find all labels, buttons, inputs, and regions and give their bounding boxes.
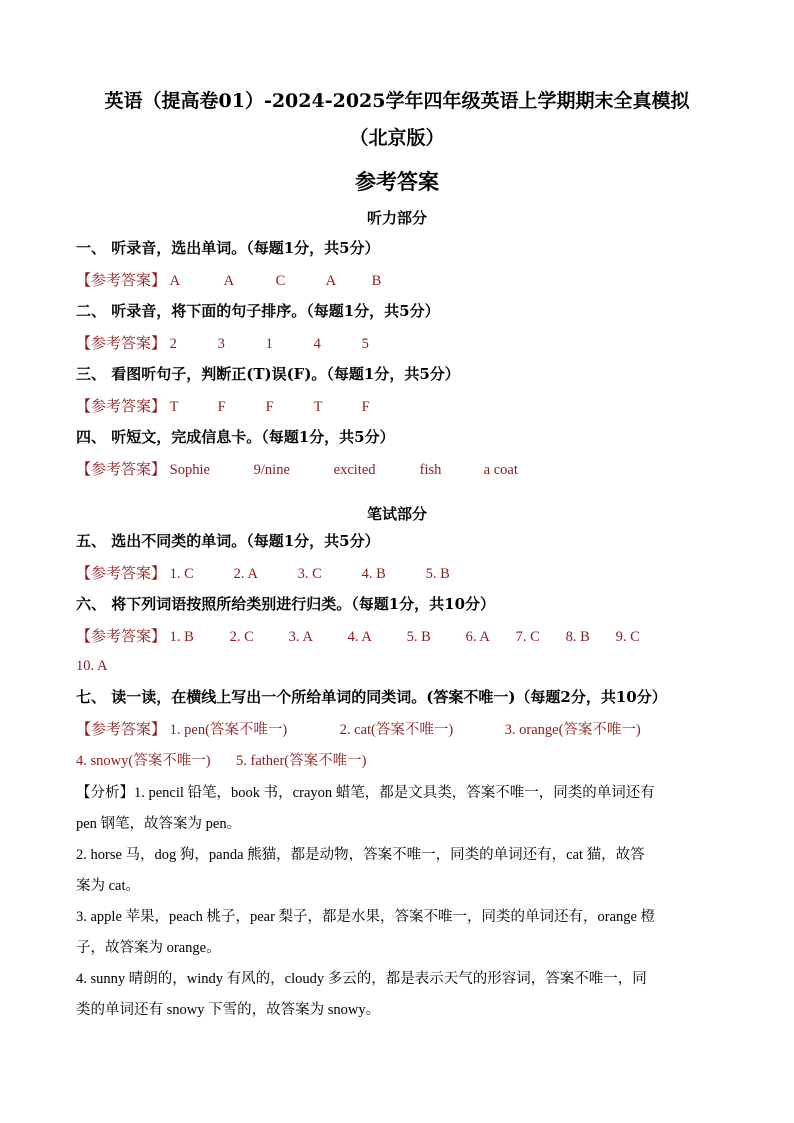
analysis-line: 3. apple 苹果，peach 桃子，pear 梨子，都是水果，答案不唯一，同类的单词还有，orange 橙 (76, 909, 656, 925)
answer-item: 3. orange(答案不唯一) (504, 722, 641, 738)
section-heading-writing: 笔试部分 (366, 505, 427, 523)
answer-label: 【参考答案】 (76, 271, 167, 289)
answer-item: 4 (313, 336, 321, 352)
page-subtitle-answers: 参考答案 (355, 169, 439, 194)
answer-item: 2 (169, 336, 177, 352)
answer-item: 1. pen(答案不唯一) (169, 722, 288, 738)
answer-item: F (265, 399, 274, 415)
answer-row-4 (76, 458, 726, 479)
answer-item: C (275, 273, 286, 289)
answer-row-6 (76, 625, 726, 646)
answer-item: A (223, 273, 235, 289)
answer-item: 2. C (229, 629, 254, 645)
answer-item: 5. B (406, 629, 431, 645)
analysis-line: 子，故答案为 orange。 (76, 940, 221, 956)
answer-item: a coat (483, 462, 518, 478)
answer-item: 2. cat(答案不唯一) (339, 722, 454, 738)
answer-label: 【参考答案】 (76, 564, 167, 582)
answer-label: 【参考答案】 (76, 334, 167, 352)
question-5-title: 五、 选出不同类的单词。（每题1分，共5分） (76, 532, 380, 550)
answer-row-3 (76, 395, 726, 416)
answer-row-1 (76, 269, 726, 290)
answer-item: Sophie (169, 462, 210, 478)
answer-item: 5 (361, 336, 369, 352)
question-2-title: 二、 听录音，将下面的句子排序。（每题1分，共5分） (76, 302, 440, 320)
answer-item: 2. A (233, 566, 258, 582)
question-6-title: 六、 将下列词语按照所给类别进行归类。（每题1分，共10分） (76, 595, 496, 613)
answer-label: 【参考答案】 (76, 460, 167, 478)
answer-item: 8. B (565, 629, 590, 645)
answer-row-6-continued (76, 656, 726, 675)
answer-item: 4. snowy(答案不唯一) (76, 753, 211, 769)
answer-item: T (169, 399, 179, 415)
answer-item: 10. A (76, 658, 108, 674)
question-4-title: 四、 听短文，完成信息卡。（每题1分，共5分） (76, 428, 395, 446)
question-7-title: 七、 读一读，在横线上写出一个所给单词的同类词。(答案不唯一)（每题2分，共10分） (76, 688, 667, 706)
answer-label: 【参考答案】 (76, 397, 167, 415)
analysis-line: pen 钢笔，故答案为 pen。 (76, 816, 242, 832)
answer-item: 3. A (288, 629, 313, 645)
answer-item: 1. C (169, 566, 194, 582)
answer-item: 6. A (465, 629, 490, 645)
answer-item: F (217, 399, 226, 415)
answer-item: A (169, 273, 181, 289)
analysis-line: 4. sunny 晴朗的，windy 有风的，cloudy 多云的，都是表示天气的形容词，答案不唯一，同 (76, 971, 647, 987)
answer-item: A (325, 273, 337, 289)
page-title: 英语（提高卷01）-2024-2025学年四年级英语上学期期末全真模拟 (104, 90, 690, 112)
section-heading-listening: 听力部分 (366, 209, 427, 227)
answer-label: 【参考答案】 (76, 720, 167, 738)
question-3-title: 三、 看图听句子，判断正(T)误(F)。（每题1分，共5分） (76, 365, 460, 383)
question-1-title: 一、 听录音，选出单词。（每题1分，共5分） (76, 239, 380, 257)
answer-item: B (371, 273, 382, 289)
answer-item: 5. father(答案不唯一) (236, 753, 367, 769)
answer-item: 7. C (515, 629, 540, 645)
answer-item: 5. B (425, 566, 450, 582)
analysis-line: 【分析】1. pencil 铅笔，book 书，crayon 蜡笔，都是文具类，答案不唯一，同类的单词还有 (76, 785, 655, 801)
answer-item: T (313, 399, 323, 415)
answer-item: 4. B (361, 566, 386, 582)
page-subtitle-edition: （北京版） (349, 127, 445, 149)
answer-item: 3 (217, 336, 225, 352)
answer-item: excited (333, 462, 376, 478)
answer-item: 1 (265, 336, 273, 352)
answer-label: 【参考答案】 (76, 627, 167, 645)
answer-row-2 (76, 332, 726, 353)
answer-row-7 (76, 718, 726, 739)
answer-item: 3. C (297, 566, 322, 582)
answer-item: 1. B (169, 629, 194, 645)
answer-item: 9/nine (253, 462, 290, 478)
answer-item: fish (419, 462, 442, 478)
answer-item: 9. C (615, 629, 640, 645)
answer-row-5 (76, 562, 726, 583)
answer-row-7-continued (76, 749, 726, 770)
answer-item: 4. A (347, 629, 372, 645)
analysis-line: 案为 cat。 (76, 878, 141, 894)
answer-item: F (361, 399, 370, 415)
analysis-line: 类的单词还有 snowy 下雪的，故答案为 snowy。 (76, 1002, 381, 1018)
analysis-line: 2. horse 马，dog 狗，panda 熊猫，都是动物，答案不唯一，同类的单词还有，cat 猫，故答 (76, 847, 645, 863)
